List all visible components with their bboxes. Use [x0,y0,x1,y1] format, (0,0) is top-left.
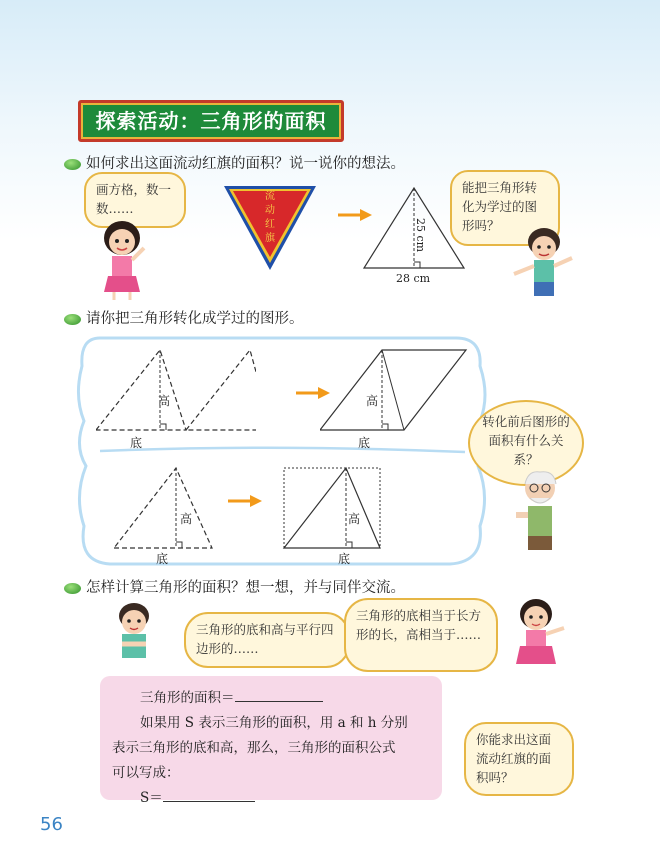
base-label-4: 底 [338,552,351,566]
boy-illustration-2 [104,602,164,668]
height-label: 25 cm [414,218,427,253]
boy-bubble-2-text: 三角形的底和高与平行四边形的…… [196,622,334,656]
base-label-1: 底 [130,436,143,450]
final-bubble [464,722,574,796]
flag-char: 流 [265,191,275,202]
question-2-text: 请你把三角形转化成学过的图形。 [86,311,304,327]
formula-line-4: 可以写成： [112,765,180,781]
bullet-icon [64,314,81,325]
answer-blank-2[interactable] [163,801,255,802]
flag-char: 旗 [265,233,275,244]
girl-illustration [92,218,152,302]
girl-bubble-2-text: 三角形的底相当于长方形的长，高相当于…… [356,608,482,642]
girl-illustration-2 [504,598,570,674]
question-3 [64,576,405,597]
bullet-icon [64,159,81,170]
boy-illustration [508,226,578,300]
base-label-3: 底 [156,552,169,566]
base-label: 28 cm [396,272,431,285]
boy-bubble-2 [184,612,350,668]
formula-box [100,676,442,806]
formula-line-1 [100,676,442,711]
boy-bubble-1-text: 能把三角形转化为学过的图形吗？ [462,180,538,233]
question-1 [64,152,405,173]
flag-char: 红 [265,219,275,230]
height-label-2: 高 [366,394,379,408]
flag-text [262,190,278,246]
question-2 [64,307,304,328]
arrow-icon [228,494,262,508]
parallelogram-figure [320,344,470,434]
answer-blank-1[interactable] [235,701,323,702]
bullet-icon [64,583,81,594]
height-label-1: 高 [158,394,171,408]
teacher-illustration [508,470,570,554]
question-1-text: 如何求出这面流动红旗的面积？说一说你的想法。 [86,156,405,172]
height-label-3: 高 [180,512,193,526]
height-label-4: 高 [348,512,361,526]
formula-line-2: 如果用 S 表示三角形的面积，用 a 和 h 分别 [140,715,408,731]
s-label: S＝ [140,790,163,806]
teacher-bubble-text: 转化前后图形的面积有什么关系？ [482,414,570,467]
page-number: 56 [40,814,63,835]
area-label: 三角形的面积＝ [140,690,235,706]
rectangle-figure [282,462,386,552]
section-title: 探索活动：三角形的面积 [78,100,344,142]
formula-line-3: 表示三角形的底和高，那么，三角形的面积公式 [112,740,396,756]
parallelogram-split-left [96,344,256,434]
flag-char: 动 [265,205,275,216]
question-3-text: 怎样计算三角形的面积？想一想，并与同伴交流。 [86,580,405,596]
base-label-2: 底 [358,436,371,450]
girl-bubble-2 [344,598,498,672]
final-bubble-text: 你能求出这面流动红旗的面积吗？ [476,732,552,785]
girl-bubble-1-text: 画方格，数一数…… [96,182,172,216]
triangle-figure-2 [112,462,216,552]
formula-line-5 [100,786,442,811]
